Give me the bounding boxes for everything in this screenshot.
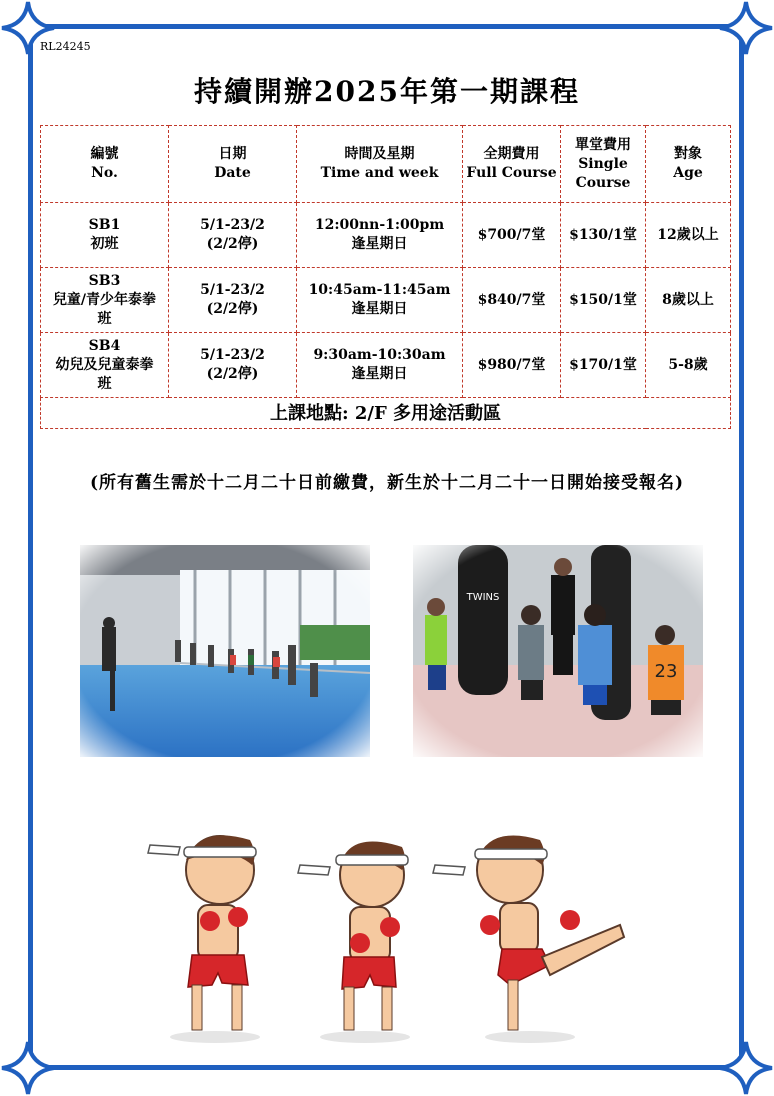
cell-age: 5-8歲 <box>646 333 731 398</box>
cell-age: 8歲以上 <box>646 268 731 333</box>
cell-date: 5/1-23/2 (2/2停) <box>169 333 297 398</box>
header-no: 編號 No. <box>41 126 169 203</box>
gym-class-photo <box>80 545 370 757</box>
location-row <box>41 398 731 429</box>
cell-code: SB3 兒童/青少年泰拳班 <box>41 268 169 333</box>
table-row <box>41 333 731 398</box>
location-text: 上課地點: 2/F 多用途活動區 <box>41 398 731 429</box>
page-title: 持續開辦2025年第一期課程 <box>194 75 580 108</box>
cell-date: 5/1-23/2 (2/2停) <box>169 268 297 333</box>
document-code: RL24245 <box>40 40 91 53</box>
boxer-figure-3 <box>433 836 624 1044</box>
header-full-course: 全期費用 Full Course <box>463 126 561 203</box>
cell-age: 12歲以上 <box>646 203 731 268</box>
table-row <box>41 268 731 333</box>
cell-code: SB1 初班 <box>41 203 169 268</box>
registration-notice: (所有舊生需於十二月二十日前繳費，新生於十二月二十一日開始接受報名) <box>89 473 685 493</box>
kids-boxing-photo <box>413 545 703 757</box>
header-age: 對象 Age <box>646 126 731 203</box>
corner-star-icon <box>0 1040 56 1096</box>
cell-single-fee: $170/1堂 <box>561 333 646 398</box>
cell-full-fee: $840/7堂 <box>463 268 561 333</box>
cell-full-fee: $700/7堂 <box>463 203 561 268</box>
cell-full-fee: $980/7堂 <box>463 333 561 398</box>
header-time: 時間及星期 Time and week <box>297 126 463 203</box>
cell-time: 9:30am-10:30am 逢星期日 <box>297 333 463 398</box>
table-header-row <box>41 126 731 203</box>
corner-star-icon <box>718 0 774 56</box>
boxer-figure-2 <box>298 841 410 1043</box>
cell-single-fee: $130/1堂 <box>561 203 646 268</box>
boxer-figure-1 <box>148 836 260 1044</box>
header-date: 日期 Date <box>169 126 297 203</box>
muay-thai-cartoon-boxers <box>140 825 630 1045</box>
cell-date: 5/1-23/2 (2/2停) <box>169 203 297 268</box>
table-row <box>41 203 731 268</box>
cell-code: SB4 幼兒及兒童泰拳班 <box>41 333 169 398</box>
cell-single-fee: $150/1堂 <box>561 268 646 333</box>
schedule-table <box>40 125 731 429</box>
cell-time: 10:45am-11:45am 逢星期日 <box>297 268 463 333</box>
corner-star-icon <box>718 1040 774 1096</box>
cell-time: 12:00nn-1:00pm 逢星期日 <box>297 203 463 268</box>
header-single-course: 單堂費用 Single Course <box>561 126 646 203</box>
